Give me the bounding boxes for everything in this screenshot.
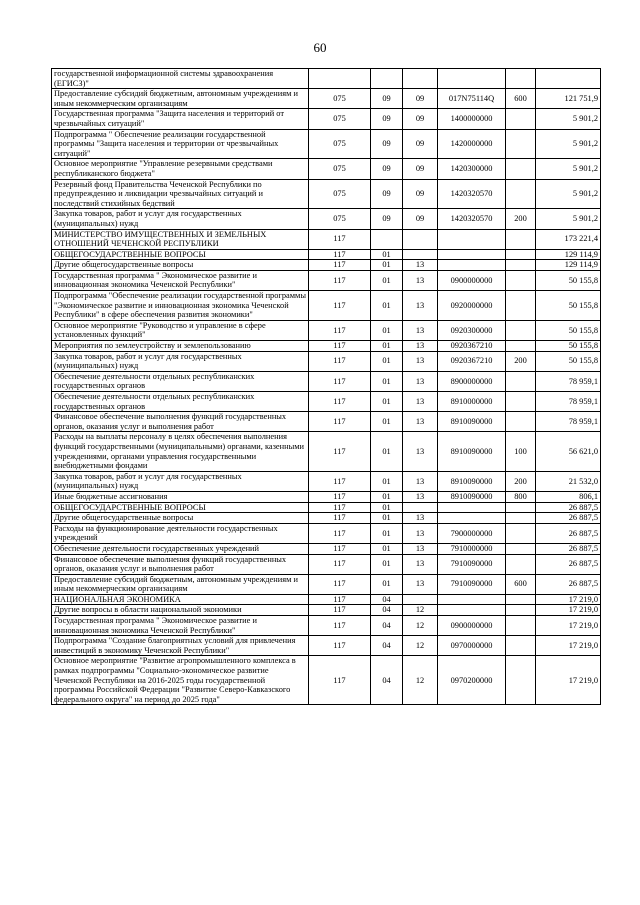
row-target-article-cell: 0920300000	[438, 320, 506, 340]
row-amount-cell: 50 155,8	[536, 270, 601, 290]
table-row	[52, 260, 601, 271]
table-row	[52, 502, 601, 513]
row-amount-cell: 50 155,8	[536, 320, 601, 340]
row-expense-type-cell	[506, 523, 536, 543]
row-target-article-cell: 0920367210	[438, 351, 506, 371]
row-section-cell: 09	[371, 159, 403, 179]
row-name-cell: Закупка товаров, работ и услуг для государственных (муниципальных) нужд	[52, 351, 309, 371]
row-subsection-cell: 13	[403, 341, 438, 352]
row-amount-cell: 26 887,5	[536, 513, 601, 524]
row-name-cell: Подпрограмма "Создание благоприятных условий для привлечения инвестиций в экономику Чеченской Республики"	[52, 636, 309, 656]
row-amount-cell: 5 901,2	[536, 179, 601, 209]
row-expense-type-cell	[506, 229, 536, 249]
row-ministry-code-cell: 117	[309, 523, 371, 543]
row-section-cell: 04	[371, 636, 403, 656]
row-expense-type-cell	[506, 502, 536, 513]
row-ministry-code-cell: 117	[309, 392, 371, 412]
row-ministry-code-cell: 075	[309, 129, 371, 159]
row-expense-type-cell	[506, 392, 536, 412]
row-target-article-cell: 7900000000	[438, 523, 506, 543]
row-section-cell: 09	[371, 179, 403, 209]
row-section-cell: 04	[371, 594, 403, 605]
row-subsection-cell	[403, 229, 438, 249]
row-amount-cell: 5 901,2	[536, 209, 601, 229]
table-row	[52, 320, 601, 340]
row-section-cell: 01	[371, 351, 403, 371]
table-row	[52, 491, 601, 502]
row-expense-type-cell	[506, 249, 536, 260]
row-target-article-cell: 0970200000	[438, 656, 506, 705]
row-ministry-code-cell: 117	[309, 371, 371, 391]
table-row	[52, 594, 601, 605]
row-amount-cell: 129 114,9	[536, 260, 601, 271]
row-target-article-cell: 0970000000	[438, 636, 506, 656]
table-row	[52, 291, 601, 321]
row-target-article-cell	[438, 502, 506, 513]
table-row	[52, 513, 601, 524]
row-subsection-cell: 13	[403, 392, 438, 412]
row-name-cell: Предоставление субсидий бюджетным, автономным учреждениям и иным некоммерческим организациям	[52, 574, 309, 594]
row-target-article-cell: 8910090000	[438, 491, 506, 502]
table-row	[52, 351, 601, 371]
row-ministry-code-cell: 117	[309, 260, 371, 271]
row-name-cell: Предоставление субсидий бюджетным, автономным учреждениям и иным некоммерческим организациям	[52, 89, 309, 109]
row-section-cell: 04	[371, 616, 403, 636]
row-subsection-cell: 13	[403, 260, 438, 271]
row-name-cell: МИНИСТЕРСТВО ИМУЩЕСТВЕННЫХ И ЗЕМЕЛЬНЫХ ОТНОШЕНИЙ ЧЕЧЕНСКОЙ РЕСПУБЛИКИ	[52, 229, 309, 249]
row-expense-type-cell	[506, 412, 536, 432]
row-expense-type-cell	[506, 291, 536, 321]
row-name-cell: Финансовое обеспечение выполнения функций государственных органов, оказания услуг и выполнения работ	[52, 554, 309, 574]
row-expense-type-cell	[506, 636, 536, 656]
row-subsection-cell: 13	[403, 371, 438, 391]
row-subsection-cell	[403, 249, 438, 260]
row-name-cell: Иные бюджетные ассигнования	[52, 491, 309, 502]
row-target-article-cell	[438, 69, 506, 89]
row-amount-cell: 173 221,4	[536, 229, 601, 249]
table-row	[52, 89, 601, 109]
row-ministry-code-cell: 117	[309, 471, 371, 491]
row-target-article-cell	[438, 513, 506, 524]
row-section-cell: 01	[371, 320, 403, 340]
row-subsection-cell: 12	[403, 656, 438, 705]
row-target-article-cell: 1400000000	[438, 109, 506, 129]
budget-table	[51, 68, 601, 705]
row-ministry-code-cell: 075	[309, 89, 371, 109]
row-ministry-code-cell: 117	[309, 594, 371, 605]
row-subsection-cell: 13	[403, 543, 438, 554]
row-target-article-cell: 8910000000	[438, 392, 506, 412]
row-section-cell: 01	[371, 249, 403, 260]
row-section-cell	[371, 69, 403, 89]
row-amount-cell: 26 887,5	[536, 502, 601, 513]
row-target-article-cell: 7910090000	[438, 574, 506, 594]
row-expense-type-cell: 600	[506, 89, 536, 109]
row-expense-type-cell: 100	[506, 432, 536, 471]
row-name-cell: Резервный фонд Правительства Чеченской Республики по предупреждению и ликвидации чрезвычайных ситуаций и последствий стихийных бедствий	[52, 179, 309, 209]
row-expense-type-cell	[506, 513, 536, 524]
row-subsection-cell: 12	[403, 605, 438, 616]
row-expense-type-cell: 200	[506, 351, 536, 371]
row-amount-cell: 50 155,8	[536, 341, 601, 352]
row-name-cell: Основное мероприятие "Управление резервными средствами республиканского бюджета"	[52, 159, 309, 179]
row-subsection-cell: 12	[403, 616, 438, 636]
row-amount-cell: 5 901,2	[536, 159, 601, 179]
row-name-cell: Другие вопросы в области национальной экономики	[52, 605, 309, 616]
row-subsection-cell: 09	[403, 89, 438, 109]
table-row	[52, 69, 601, 89]
row-amount-cell: 21 532,0	[536, 471, 601, 491]
table-row	[52, 574, 601, 594]
row-name-cell: Закупка товаров, работ и услуг для государственных (муниципальных) нужд	[52, 209, 309, 229]
row-ministry-code-cell: 117	[309, 616, 371, 636]
row-name-cell: НАЦИОНАЛЬНАЯ ЭКОНОМИКА	[52, 594, 309, 605]
row-target-article-cell	[438, 249, 506, 260]
row-amount-cell: 5 901,2	[536, 109, 601, 129]
row-ministry-code-cell: 117	[309, 491, 371, 502]
row-subsection-cell: 13	[403, 412, 438, 432]
row-expense-type-cell	[506, 109, 536, 129]
row-target-article-cell: 8910090000	[438, 412, 506, 432]
row-expense-type-cell	[506, 159, 536, 179]
table-row	[52, 371, 601, 391]
row-name-cell: Основное мероприятие "Руководство и управление в сфере установленных функций"	[52, 320, 309, 340]
table-row	[52, 471, 601, 491]
table-row	[52, 229, 601, 249]
row-amount-cell: 26 887,5	[536, 574, 601, 594]
row-amount-cell: 5 901,2	[536, 129, 601, 159]
row-subsection-cell: 13	[403, 432, 438, 471]
row-expense-type-cell	[506, 616, 536, 636]
row-ministry-code-cell: 117	[309, 341, 371, 352]
row-name-cell: Обеспечение деятельности отдельных республиканских государственных органов	[52, 392, 309, 412]
row-ministry-code-cell: 075	[309, 159, 371, 179]
row-ministry-code-cell: 117	[309, 636, 371, 656]
row-section-cell: 09	[371, 129, 403, 159]
table-row	[52, 656, 601, 705]
row-ministry-code-cell: 117	[309, 320, 371, 340]
row-name-cell: Государственная программа "Защита населения и территорий от чрезвычайных ситуаций"	[52, 109, 309, 129]
row-amount-cell: 17 219,0	[536, 594, 601, 605]
table-row	[52, 554, 601, 574]
table-row	[52, 392, 601, 412]
row-target-article-cell: 0920367210	[438, 341, 506, 352]
row-name-cell: Другие общегосударственные вопросы	[52, 260, 309, 271]
row-subsection-cell: 13	[403, 513, 438, 524]
row-section-cell: 04	[371, 605, 403, 616]
row-subsection-cell: 09	[403, 159, 438, 179]
row-section-cell: 01	[371, 523, 403, 543]
row-ministry-code-cell: 117	[309, 574, 371, 594]
row-section-cell: 01	[371, 341, 403, 352]
row-expense-type-cell	[506, 341, 536, 352]
row-target-article-cell	[438, 260, 506, 271]
row-name-cell: Финансовое обеспечение выполнения функций государственных органов, оказания услуг и выполнения работ	[52, 412, 309, 432]
row-expense-type-cell	[506, 179, 536, 209]
row-expense-type-cell	[506, 270, 536, 290]
row-target-article-cell: 8910090000	[438, 432, 506, 471]
row-section-cell: 01	[371, 554, 403, 574]
table-row	[52, 209, 601, 229]
row-name-cell: ОБЩЕГОСУДАРСТВЕННЫЕ ВОПРОСЫ	[52, 502, 309, 513]
row-expense-type-cell: 600	[506, 574, 536, 594]
row-section-cell: 01	[371, 291, 403, 321]
row-ministry-code-cell: 117	[309, 291, 371, 321]
budget-table-body	[52, 69, 601, 705]
row-ministry-code-cell: 117	[309, 502, 371, 513]
row-expense-type-cell	[506, 260, 536, 271]
row-name-cell: Расходы на выплаты персоналу в целях обеспечения выполнения функций государственными (муниципальными) органами, казенными учреждениями, органами управления государственными внебюджетными фондами	[52, 432, 309, 471]
row-expense-type-cell	[506, 543, 536, 554]
row-expense-type-cell: 200	[506, 209, 536, 229]
row-ministry-code-cell: 117	[309, 249, 371, 260]
row-subsection-cell: 13	[403, 351, 438, 371]
row-target-article-cell: 7910000000	[438, 543, 506, 554]
row-target-article-cell: 0900000000	[438, 270, 506, 290]
row-subsection-cell	[403, 502, 438, 513]
row-ministry-code-cell: 117	[309, 412, 371, 432]
row-target-article-cell	[438, 594, 506, 605]
row-ministry-code-cell: 117	[309, 605, 371, 616]
row-subsection-cell: 13	[403, 491, 438, 502]
row-subsection-cell: 13	[403, 554, 438, 574]
row-target-article-cell: 1420300000	[438, 159, 506, 179]
row-target-article-cell: 1420320570	[438, 209, 506, 229]
row-ministry-code-cell: 075	[309, 109, 371, 129]
row-target-article-cell	[438, 229, 506, 249]
row-section-cell: 09	[371, 109, 403, 129]
row-subsection-cell: 13	[403, 291, 438, 321]
row-name-cell: ОБЩЕГОСУДАРСТВЕННЫЕ ВОПРОСЫ	[52, 249, 309, 260]
table-row	[52, 270, 601, 290]
row-expense-type-cell	[506, 605, 536, 616]
row-ministry-code-cell: 075	[309, 179, 371, 209]
row-amount-cell: 78 959,1	[536, 371, 601, 391]
row-ministry-code-cell: 117	[309, 432, 371, 471]
row-amount-cell: 26 887,5	[536, 554, 601, 574]
row-amount-cell: 78 959,1	[536, 412, 601, 432]
table-row	[52, 412, 601, 432]
row-ministry-code-cell: 117	[309, 513, 371, 524]
row-ministry-code-cell: 117	[309, 656, 371, 705]
row-amount-cell: 129 114,9	[536, 249, 601, 260]
row-target-article-cell: 7910090000	[438, 554, 506, 574]
table-row	[52, 341, 601, 352]
row-target-article-cell: 8910090000	[438, 471, 506, 491]
row-expense-type-cell	[506, 69, 536, 89]
row-name-cell: Обеспечение деятельности отдельных республиканских государственных органов	[52, 371, 309, 391]
row-subsection-cell: 13	[403, 523, 438, 543]
row-amount-cell: 17 219,0	[536, 616, 601, 636]
table-row	[52, 636, 601, 656]
row-subsection-cell: 09	[403, 129, 438, 159]
row-subsection-cell: 13	[403, 320, 438, 340]
row-subsection-cell: 13	[403, 574, 438, 594]
row-subsection-cell: 13	[403, 471, 438, 491]
row-section-cell: 01	[371, 432, 403, 471]
row-subsection-cell	[403, 69, 438, 89]
row-section-cell: 01	[371, 574, 403, 594]
row-target-article-cell: 8900000000	[438, 371, 506, 391]
row-name-cell: Государственная программа " Экономическое развитие и инновационная экономика Чеченской Республики"	[52, 270, 309, 290]
row-amount-cell: 78 959,1	[536, 392, 601, 412]
row-target-article-cell: 1420320570	[438, 179, 506, 209]
row-ministry-code-cell	[309, 69, 371, 89]
table-row	[52, 605, 601, 616]
row-section-cell: 01	[371, 502, 403, 513]
table-row	[52, 129, 601, 159]
row-ministry-code-cell: 117	[309, 351, 371, 371]
row-target-article-cell	[438, 605, 506, 616]
row-subsection-cell: 09	[403, 179, 438, 209]
table-row	[52, 179, 601, 209]
row-amount-cell: 17 219,0	[536, 605, 601, 616]
row-section-cell: 01	[371, 513, 403, 524]
row-section-cell: 01	[371, 371, 403, 391]
row-ministry-code-cell: 117	[309, 270, 371, 290]
row-name-cell: государственной информационной системы здравоохранения (ЕГИСЗ)"	[52, 69, 309, 89]
table-row	[52, 523, 601, 543]
row-target-article-cell: 0900000000	[438, 616, 506, 636]
row-ministry-code-cell: 117	[309, 229, 371, 249]
row-amount-cell: 26 887,5	[536, 523, 601, 543]
table-row	[52, 616, 601, 636]
row-expense-type-cell	[506, 656, 536, 705]
row-expense-type-cell: 200	[506, 471, 536, 491]
row-name-cell: Основное мероприятие "Развитие агропромышленного комплекса в рамках подпрограммы "Социально-экономическое развитие Чеченской Республики на 2016-2025 годы государственной программы Российской Федерации "Развитие Северо-Кавказского федерального округа" на период до 2025 года"	[52, 656, 309, 705]
row-section-cell: 04	[371, 656, 403, 705]
row-name-cell: Государственная программа " Экономическое развитие и инновационная экономика Чеченской Республики"	[52, 616, 309, 636]
table-row	[52, 159, 601, 179]
row-section-cell: 01	[371, 260, 403, 271]
row-amount-cell: 17 219,0	[536, 656, 601, 705]
table-row	[52, 432, 601, 471]
row-target-article-cell: 017N75114Q	[438, 89, 506, 109]
row-ministry-code-cell: 075	[309, 209, 371, 229]
row-section-cell: 09	[371, 89, 403, 109]
row-target-article-cell: 1420000000	[438, 129, 506, 159]
page-number: 60	[313, 40, 327, 55]
row-ministry-code-cell: 117	[309, 543, 371, 554]
row-name-cell: Расходы на функционирование деятельности государственных учреждений	[52, 523, 309, 543]
row-amount-cell: 50 155,8	[536, 351, 601, 371]
table-row	[52, 249, 601, 260]
row-expense-type-cell	[506, 554, 536, 574]
row-name-cell: Мероприятия по землеустройству и землепользованию	[52, 341, 309, 352]
row-section-cell: 01	[371, 543, 403, 554]
row-section-cell: 01	[371, 412, 403, 432]
row-section-cell	[371, 229, 403, 249]
row-expense-type-cell	[506, 371, 536, 391]
row-section-cell: 09	[371, 209, 403, 229]
row-name-cell: Другие общегосударственные вопросы	[52, 513, 309, 524]
row-subsection-cell: 09	[403, 209, 438, 229]
row-amount-cell	[536, 69, 601, 89]
row-amount-cell: 50 155,8	[536, 291, 601, 321]
row-subsection-cell	[403, 594, 438, 605]
row-name-cell: Подпрограмма "Обеспечение реализации государственной программы "Экономическое развитие и инновационная экономика Чеченской Республики" в сфере обеспечения развития экономики"	[52, 291, 309, 321]
row-name-cell: Закупка товаров, работ и услуг для государственных (муниципальных) нужд	[52, 471, 309, 491]
row-expense-type-cell	[506, 594, 536, 605]
row-amount-cell: 26 887,5	[536, 543, 601, 554]
row-name-cell: Обеспечение деятельности государственных учреждений	[52, 543, 309, 554]
row-amount-cell: 121 751,9	[536, 89, 601, 109]
table-row	[52, 543, 601, 554]
row-expense-type-cell	[506, 129, 536, 159]
row-expense-type-cell	[506, 320, 536, 340]
row-expense-type-cell: 800	[506, 491, 536, 502]
row-subsection-cell: 12	[403, 636, 438, 656]
table-row	[52, 109, 601, 129]
row-target-article-cell: 0920000000	[438, 291, 506, 321]
row-ministry-code-cell: 117	[309, 554, 371, 574]
row-subsection-cell: 09	[403, 109, 438, 129]
row-section-cell: 01	[371, 392, 403, 412]
row-section-cell: 01	[371, 471, 403, 491]
row-amount-cell: 56 621,0	[536, 432, 601, 471]
row-amount-cell: 17 219,0	[536, 636, 601, 656]
row-amount-cell: 806,1	[536, 491, 601, 502]
row-name-cell: Подпрограмма " Обеспечение реализации государственной программы "Защита населения и территории от чрезвычайных ситуаций"	[52, 129, 309, 159]
row-subsection-cell: 13	[403, 270, 438, 290]
row-section-cell: 01	[371, 270, 403, 290]
row-section-cell: 01	[371, 491, 403, 502]
